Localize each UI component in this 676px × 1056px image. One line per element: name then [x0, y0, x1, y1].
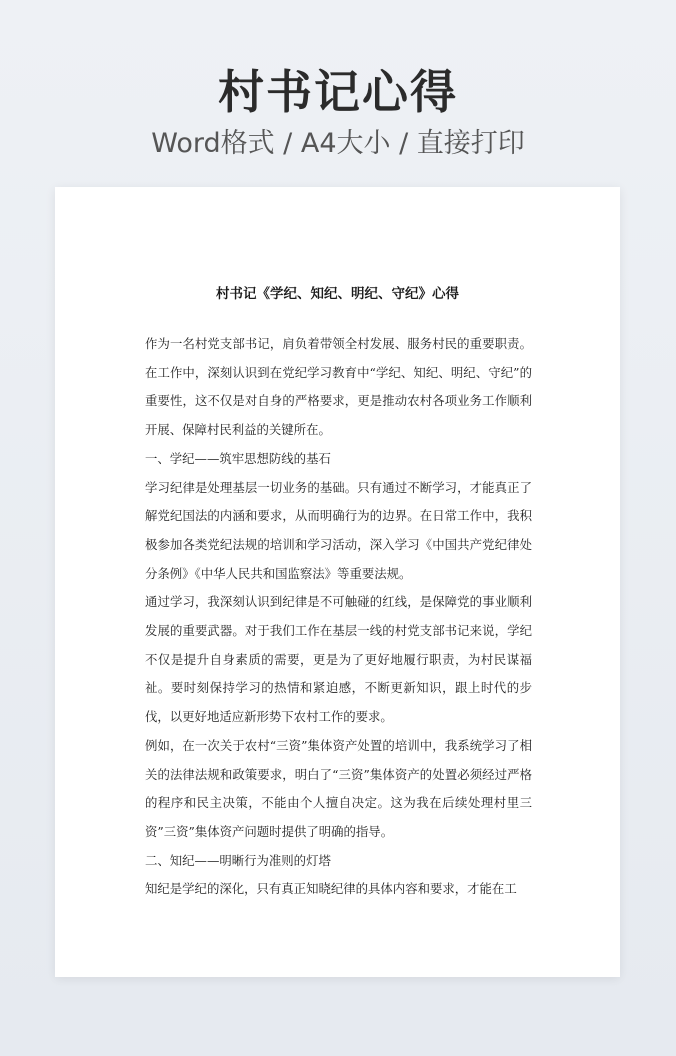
- document-body: [145, 330, 532, 904]
- banner-title: 村书记心得: [218, 65, 458, 119]
- section-heading: 二、知纪——明晰行为准则的灯塔: [145, 852, 331, 868]
- paragraph: 作为一名村党支部书记，肩负着带领全村发展、服务村民的重要职责。在工作中，深刻认识到在党纪学习教育中“学纪、知纪、明纪、守纪”的重要性，这不仅是对自身的严格要求，更是推动农村各项业务工作顺利开展、保障村民利益的关键所在。: [145, 336, 532, 438]
- banner: [0, 62, 676, 164]
- section-heading: 一、学纪——筑牢思想防线的基石: [145, 450, 331, 466]
- paragraph: 通过学习，我深刻认识到纪律是不可触碰的红线，是保障党的事业顺利发展的重要武器。对于我们工作在基层一线的村党支部书记来说，学纪不仅是提升自身素质的需要，更是为了更好地履行职责，为村民谋福祉。要时刻保持学习的热情和紧迫感，不断更新知识，跟上时代的步伐，以更好地适应新形势下农村工作的要求。: [145, 594, 532, 725]
- document-page: [55, 187, 620, 977]
- banner-subtitle: Word格式 / A4大小 / 直接打印: [151, 128, 525, 159]
- paragraph: 学习纪律是处理基层一切业务的基础。只有通过不断学习，才能真正了解党纪国法的内涵和要求，从而明确行为的边界。在日常工作中，我积极参加各类党纪法规的培训和学习活动，深入学习《中国共产党纪律处分条例》《中华人民共和国监察法》等重要法规。: [145, 479, 532, 581]
- paragraph: 知纪是学纪的深化，只有真正知晓纪律的具体内容和要求，才能在工: [145, 881, 517, 897]
- document-title: 村书记《学纪、知纪、明纪、守纪》心得: [216, 286, 459, 302]
- paragraph: 例如，在一次关于农村“三资”集体资产处置的培训中，我系统学习了相关的法律法规和政策要求，明白了“三资”集体资产的处置必须经过严格的程序和民主决策，不能由个人擅自决定。这为我在后续处理村里三资”三资”集体资产问题时提供了明确的指导。: [145, 737, 532, 839]
